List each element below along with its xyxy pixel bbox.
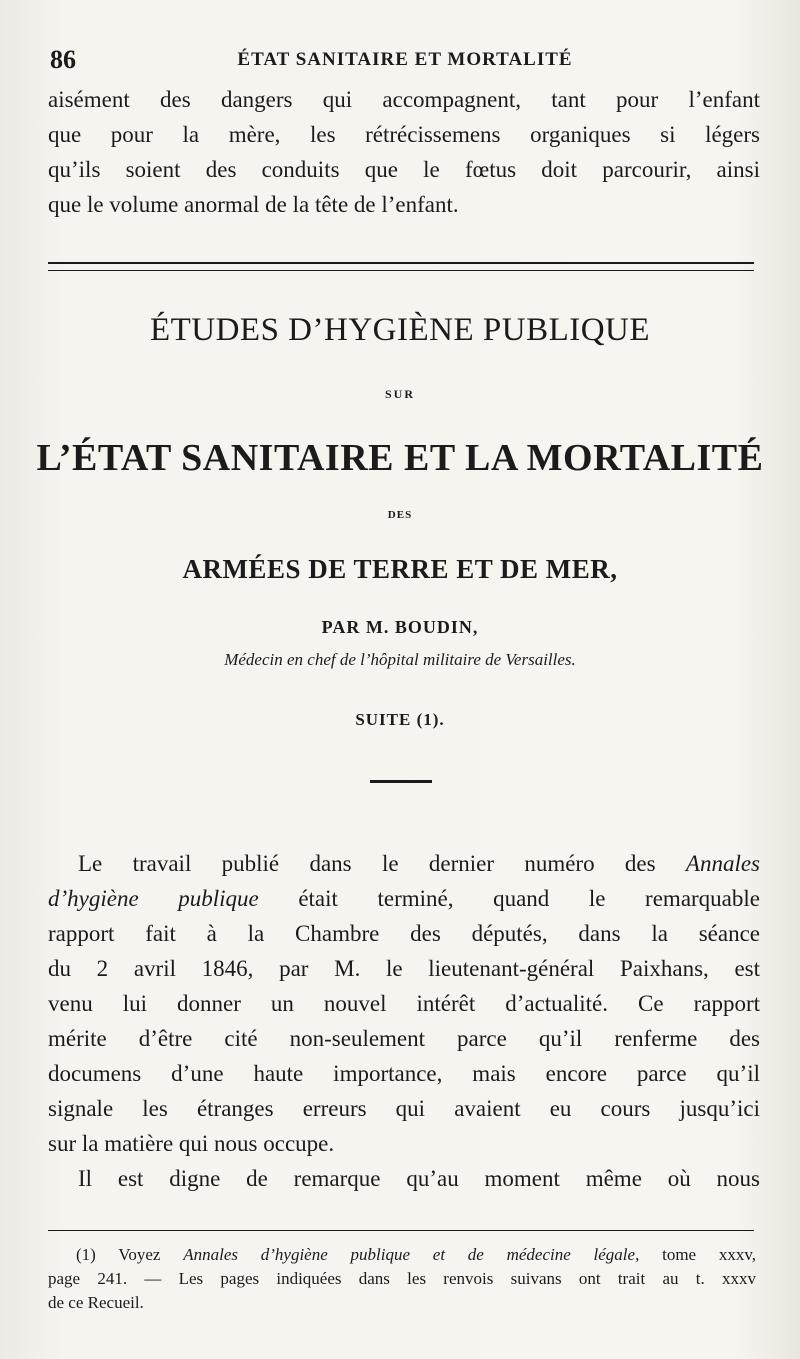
connector-des: DES bbox=[387, 509, 413, 521]
text-line bbox=[48, 846, 760, 881]
text-line: signale les étranges erreurs qui avaient eu cours jusqu’ici bbox=[48, 1096, 760, 1121]
short-divider bbox=[370, 780, 432, 783]
footnote-line: de ce Recueil. bbox=[48, 1293, 144, 1312]
text-run: était terminé, quand le remarquable bbox=[258, 886, 760, 911]
text-line: venu lui donner un nouvel intérêt d’actualité. Ce rapport bbox=[48, 991, 760, 1016]
journal-title: d’hygiène publique bbox=[48, 886, 259, 911]
text-run: Le travail publié dans le dernier numéro des bbox=[78, 851, 686, 876]
body-paragraphs bbox=[48, 846, 760, 1196]
article-title-line-1: ÉTUDES D’HYGIÈNE PUBLIQUE bbox=[149, 312, 651, 348]
footnote bbox=[48, 1243, 756, 1315]
text-line: que pour la mère, les rétrécissemens organiques si légers bbox=[48, 122, 760, 147]
text-line: mérite d’être cité non-seulement parce qu’il renferme des bbox=[48, 1026, 760, 1051]
running-title: ÉTAT SANITAIRE ET MORTALITÉ bbox=[237, 49, 573, 70]
author-line: PAR M. BOUDIN, bbox=[321, 617, 479, 637]
text-line: qu’ils soient des conduits que le fœtus doit parcourir, ainsi bbox=[48, 157, 760, 182]
text-line bbox=[48, 881, 760, 916]
text-run: (1) Voyez bbox=[76, 1245, 184, 1264]
article-title-line-2: L’ÉTAT SANITAIRE ET LA MORTALITÉ bbox=[36, 437, 764, 479]
article-title-line-3: ARMÉES DE TERRE ET DE MER, bbox=[182, 554, 618, 584]
section-divider bbox=[48, 262, 754, 271]
text-line: du 2 avril 1846, par M. le lieutenant-général Paixhans, est bbox=[48, 956, 760, 981]
journal-title: Annales d’hygiène publique et de médecine légale bbox=[183, 1245, 636, 1264]
text-line: documens d’une haute importance, mais encore parce qu’il bbox=[48, 1061, 760, 1086]
continued-paragraph bbox=[48, 82, 760, 222]
text-line: Il est digne de remarque qu’au moment même où nous bbox=[78, 1166, 760, 1191]
text-run: , tome xxxv, bbox=[635, 1245, 756, 1264]
text-line: rapport fait à la Chambre des députés, dans la séance bbox=[48, 921, 760, 946]
page-header bbox=[50, 40, 760, 80]
text-line: aisément des dangers qui accompagnent, tant pour l’enfant bbox=[48, 87, 760, 112]
suite-label: SUITE (1). bbox=[355, 710, 445, 729]
text-line: que le volume anormal de la tête de l’enfant. bbox=[48, 192, 459, 217]
author-affiliation: Médecin en chef de l’hôpital militaire de Versailles. bbox=[224, 650, 576, 669]
journal-title: Annales bbox=[685, 851, 760, 876]
connector-sur: SUR bbox=[384, 387, 415, 401]
text-line: sur la matière qui nous occupe. bbox=[48, 1131, 335, 1156]
footnote-divider bbox=[48, 1230, 754, 1231]
footnote-line bbox=[48, 1243, 756, 1267]
page-number: 86 bbox=[50, 45, 76, 74]
footnote-line: page 241. — Les pages indiquées dans les renvois suivans ont trait au t. xxxv bbox=[48, 1269, 756, 1288]
